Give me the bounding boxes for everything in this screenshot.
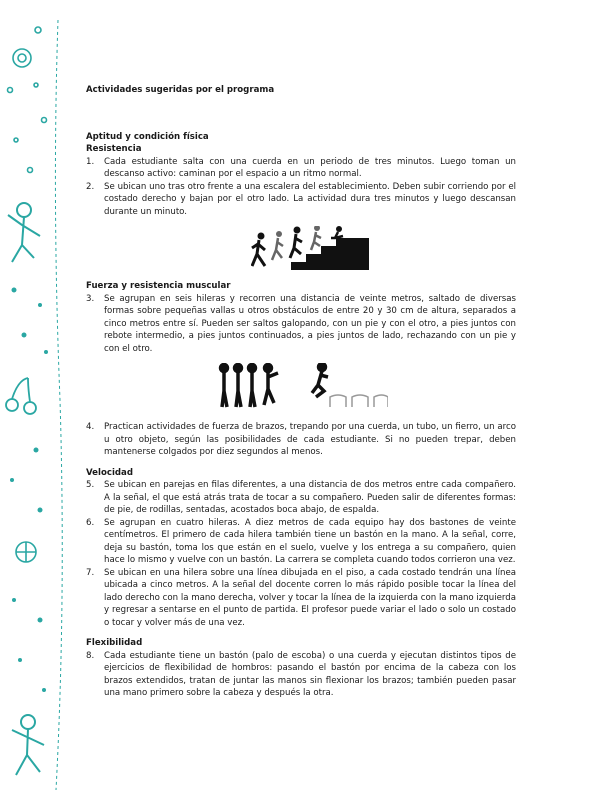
activity-list-fuerza-continued (86, 421, 516, 459)
doodle-boy-figure (12, 715, 44, 775)
list-item: 8. Cada estudiante tiene un bastón (palo de escoba) o una cuerda y ejecutan distintos tipos de ejercicios de flexibilidad de hombros: pasando el bastón por encima de la cabeza con los brazos extendidos, tratan de juntar las manos sin flexionar los brazos; también pueden pasar una mano primero sobre la cabeza y después la otra. (86, 650, 516, 698)
list-item: 6. Se agrupan en cuatro hileras. A diez metros de cada equipo hay dos bastones de veinte centímetros. El primero de cada hilera también tiene un bastón en la mano. A la señal, corre, deja su bastón, toma los que están en el suelo, vuelve y los entrega a su compañero, quien hace lo mismo y vuelve con un bastón. La carrera se completa cuando todos corrieron una vez. (86, 517, 516, 565)
section-subheading-resistencia: Resistencia (86, 144, 142, 154)
list-item: 2. Se ubican uno tras otro frente a una escalera del establecimiento. Deben subir corriendo por el costado derecho y bajan por el otro lado. La actividad dura tres minutos y luego descansan durante un minuto. (86, 181, 516, 217)
decorative-margin (0, 0, 72, 800)
doodle-dots-lower (10, 448, 43, 513)
activity-list-flexibilidad (86, 650, 516, 700)
activity-list-fuerza (86, 293, 516, 356)
doodle-girl-figure (8, 203, 40, 262)
doodle-dots-bottom (12, 598, 46, 692)
jumping-illustration (218, 363, 388, 409)
section-heading-velocidad: Velocidad (86, 467, 134, 478)
activity-list-velocidad (86, 479, 516, 629)
document-title: Actividades sugeridas por el programa (86, 85, 275, 95)
activity-list-resistencia (86, 156, 516, 219)
section-heading-fuerza: Fuerza y resistencia muscular (86, 281, 231, 291)
section-heading-flexibilidad: Flexibilidad (86, 638, 143, 648)
doodle-cherries (6, 378, 36, 414)
doodle-ball (16, 542, 36, 562)
document-page (86, 84, 516, 700)
list-item: 4. Practican actividades de fuerza de brazos, trepando por una cuerda, un tubo, un fierro, un arco u otro objeto, según las posibilidades de cada estudiante. Si no pueden trepar, deben mantenerse colgados por diez segundos al menos. (86, 422, 516, 457)
doodle-dots-mid (12, 288, 49, 355)
doodle-cluster-top (8, 27, 47, 173)
stairs-illustration (251, 226, 371, 272)
section-heading-aptitud: Aptitud y condición física (86, 131, 209, 142)
list-item: 7. Se ubican en una hilera sobre una línea dibujada en el piso, a cada costado tendrán una línea ubicada a cinco metros. A la señal del docente corren lo más rápido posible tocar la línea del lado derecho con la mano derecha, volver y tocar la línea de la izquierda con la mano izquierda y regresar a sentarse en el punto de partida. El profesor puede variar el lado o solo un costado o tocar y volver más de una vez. (86, 567, 516, 628)
list-item: 3. Se agrupan en seis hileras y recorren una distancia de veinte metros, saltado de diversas formas sobre pequeñas vallas u otros obstáculos de entre 20 y 30 cm de altura, separados a cinco metros entre sí. Pueden ser saltos galopando, con un pie y con el otro, a pies juntos con rebote intermedio, a pies juntos continuados, a pies juntos de lado, rechazando con un pie y con el otro. (86, 293, 516, 354)
list-item: 5. Se ubican en parejas en filas diferentes, a una distancia de dos metros entre cada compañero. A la señal, el que está atrás trata de tocar a su compañero. Pueden salir de diferentes formas: de pie, de rodillas, sentadas, acostados boca abajo, de espalda. (86, 480, 516, 515)
list-item: 1. Cada estudiante salta con una cuerda en un periodo de tres minutos. Luego toman un descanso activo: caminan por el espacio a un ritmo normal. (86, 156, 516, 179)
